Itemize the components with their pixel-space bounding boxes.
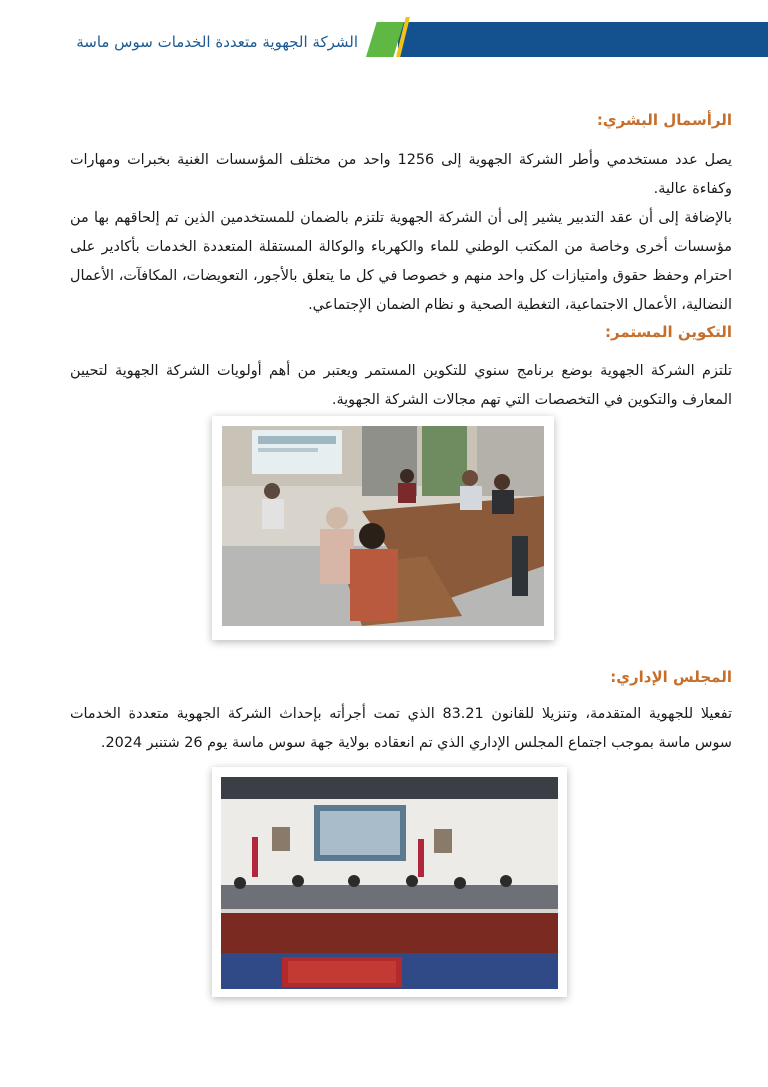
paragraph: تفعيلا للجهوية المتقدمة، وتنزيلا للقانون 83.21 الذي تمت أجرأته بإحداث الشركة الجهوية متعددة الخدمات سوس ماسة بموجب اجتماع المجلس الإداري الذي تم انعقاده بولاية جهة سوس ماسة يوم 26 شتنبر 2024. (70, 706, 732, 751)
paragraph: يصل عدد مستخدمي وأطر الشركة الجهوية إلى 1256 واحد من مختلف المؤسسات الغنية بخبرات ومهارات وكفاءة عالية. (70, 152, 732, 197)
training-session-photo (212, 416, 554, 640)
section-heading-training: التكوين المستمر: (605, 323, 732, 341)
header-title: الشركة الجهوية متعددة الخدمات سوس ماسة (76, 33, 358, 51)
board-meeting-photo (212, 767, 567, 997)
section-board (70, 700, 732, 758)
paragraph: تلتزم الشركة الجهوية بوضع برنامج سنوي للتكوين المستمر ويعتبر من أهم أولويات الشركة الجهوية لتحيين المعارف والتكوين في التخصصات التي تهم مجالات الشركة الجهوية. (70, 363, 732, 408)
section-heading-board: المجلس الإداري: (610, 668, 732, 686)
section-heading-human-capital: الرأسمال البشري: (596, 111, 732, 129)
header-blue-bar (398, 22, 768, 57)
section-human-capital (70, 146, 732, 320)
page-header (0, 0, 768, 60)
section-training (70, 357, 732, 415)
paragraph: بالإضافة إلى أن عقد التدبير يشير إلى أن الشركة الجهوية تلتزم بالضمان للمستخدمين الذين تم إلحاقهم بها من مؤسسات أخرى وخاصة من المكتب الوطني للماء والكهرباء والوكالة المستقلة المتعددة الخدمات بأكادير على احترام وحفظ حقوق وامتيازات كل واحد منهم و خصوصا في كل ما يتعلق بالأجور، التعويضات، المكافآت، الأعمال النضالية، الأعمال الاجتماعية، التغطية الصحية و نظام الضمان الإجتماعي. (70, 210, 732, 313)
